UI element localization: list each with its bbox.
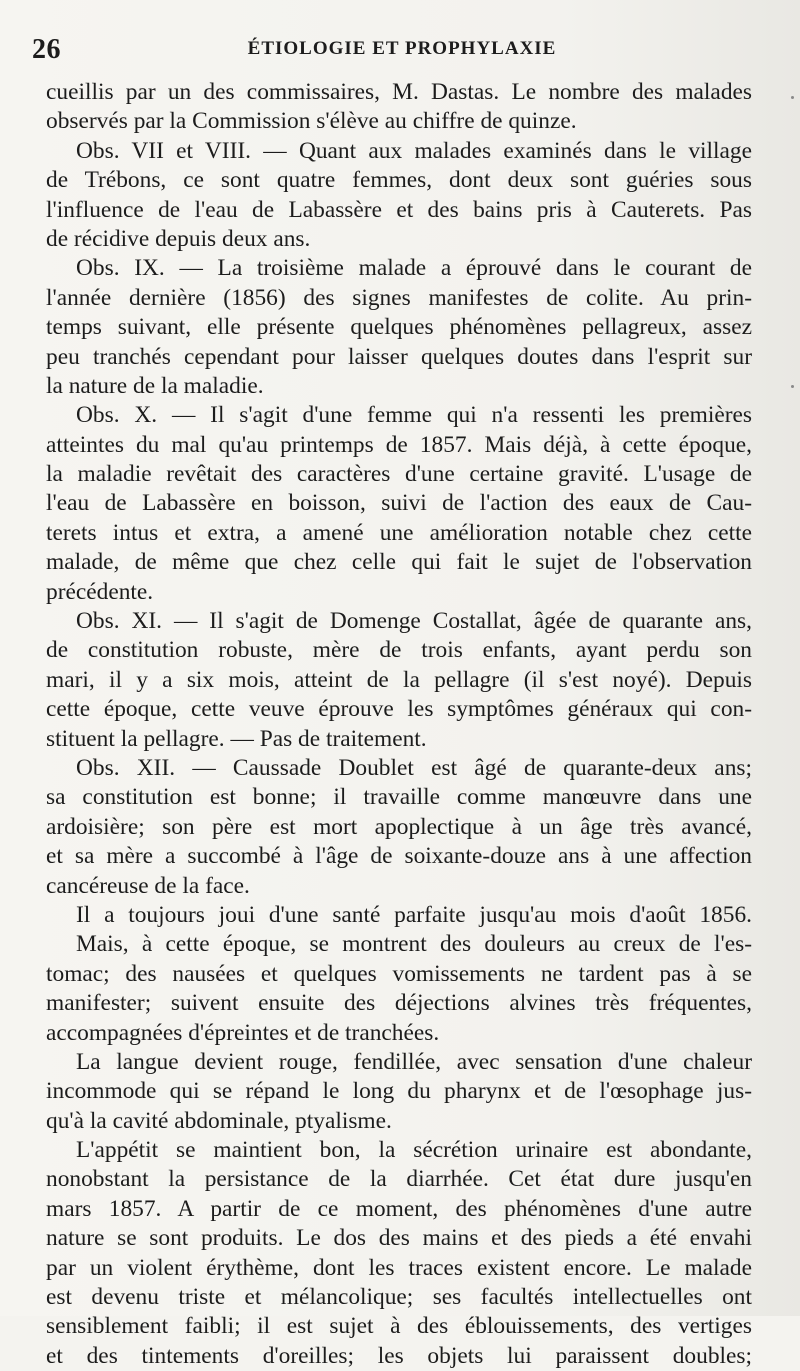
text-line: de Trébons, ce sont quatre femmes, dont deux sont guéries sous xyxy=(46,167,752,194)
page-number: 26 xyxy=(32,34,61,65)
text-line: ardoisière; son père est mort apoplectique à un âge très avancé, xyxy=(46,813,752,840)
text-line: l'eau de Labassère en boisson, suivi de l'action des eaux de Cau- xyxy=(46,490,752,517)
text-line: Il a toujours joui d'une santé parfaite jusqu'au mois d'août 1856. xyxy=(76,901,752,928)
text-line: peu tranchés cependant pour laisser quelques doutes dans l'esprit sur xyxy=(46,343,752,370)
text-line: Obs. IX. — La troisième malade a éprouvé dans le courant de xyxy=(76,255,752,282)
text-line: Obs. XII. — Caussade Doublet est âgé de quarante-deux ans; xyxy=(76,754,752,781)
text-line: mars 1857. A partir de ce moment, des phénomènes d'une autre xyxy=(46,1195,752,1222)
text-line: l'année dernière (1856) des signes manifestes de colite. Au prin- xyxy=(46,284,752,311)
text-line: L'appétit se maintient bon, la sécrétion urinaire est abondante, xyxy=(76,1137,752,1164)
text-line: cueillis par un des commissaires, M. Dastas. Le nombre des malades xyxy=(46,79,752,105)
text-line: temps suivant, elle présente quelques phénomènes pellagreux, assez xyxy=(46,314,752,341)
running-title: ÉTIOLOGIE ET PROPHYLAXIE xyxy=(247,38,557,59)
text-line: est devenu triste et mélancolique; ses facultés intellectuelles ont xyxy=(46,1284,752,1311)
text-line: atteintes du mal qu'au printemps de 1857. Mais déjà, à cette époque, xyxy=(46,431,752,458)
body-text xyxy=(46,78,752,1371)
text-line: cancéreuse de la face. xyxy=(46,872,250,899)
text-line: sa constitution est bonne; il travaille comme manœuvre dans une xyxy=(46,784,752,811)
text-line: terets intus et extra, a amené une amélioration notable chez cette xyxy=(46,519,752,546)
text-line: Obs. VII et VIII. — Quant aux malades examinés dans le village xyxy=(76,137,752,164)
text-line: malade, de même que chez celle qui fait le sujet de l'observation xyxy=(46,549,752,576)
text-line: qu'à la cavité abdominale, ptyalisme. xyxy=(46,1107,392,1134)
text-line: mari, il y a six mois, atteint de la pellagre (il s'est noyé). Depuis xyxy=(46,666,752,693)
text-line: nature se sont produits. Le dos des mains et des pieds a été envahi xyxy=(46,1225,752,1252)
print-speck xyxy=(791,385,794,388)
text-line: et des tintements d'oreilles; les objets lui paraissent doubles; xyxy=(46,1342,752,1369)
text-line: Obs. X. — Il s'agit d'une femme qui n'a ressenti les premières xyxy=(76,402,752,429)
text-line: La langue devient rouge, fendillée, avec sensation d'une chaleur xyxy=(76,1048,752,1075)
text-line: incommode qui se répand le long du pharynx et de l'œsophage jus- xyxy=(46,1078,752,1105)
text-line: nonobstant la persistance de la diarrhée. Cet état dure jusqu'en xyxy=(46,1166,752,1193)
text-line: de récidive depuis deux ans. xyxy=(46,225,311,252)
text-line: manifester; suivent ensuite des déjections alvines très fréquentes, xyxy=(46,990,752,1017)
text-line: de constitution robuste, mère de trois enfants, ayant perdu son xyxy=(46,637,752,664)
text-line: cette époque, cette veuve éprouve les symptômes généraux qui con- xyxy=(46,696,752,723)
text-line: accompagnées d'épreintes et de tranchées. xyxy=(46,1019,440,1046)
text-line: Mais, à cette époque, se montrent des douleurs au creux de l'es- xyxy=(76,931,752,958)
text-line: tomac; des nausées et quelques vomissements ne tardent pas à se xyxy=(46,960,752,987)
text-line: par un violent érythème, dont les traces existent encore. Le malade xyxy=(46,1254,752,1281)
text-line: l'influence de l'eau de Labassère et des bains pris à Cauterets. Pas xyxy=(46,196,752,223)
print-speck xyxy=(791,96,794,99)
text-line: stituent la pellagre. — Pas de traitement. xyxy=(46,725,427,752)
text-line: observés par la Commission s'élève au chiffre de quinze. xyxy=(46,108,577,135)
page-header xyxy=(32,34,772,64)
text-line: précédente. xyxy=(46,578,154,605)
text-line: Obs. XI. — Il s'agit de Domenge Costallat, âgée de quarante ans, xyxy=(76,608,752,635)
text-line: et sa mère a succombé à l'âge de soixante-douze ans à une affection xyxy=(46,843,752,870)
text-line: la nature de la maladie. xyxy=(46,372,264,399)
text-line: la maladie revêtait des caractères d'une certaine gravité. L'usage de xyxy=(46,461,752,488)
text-line: sensiblement faibli; il est sujet à des éblouissements, des vertiges xyxy=(46,1313,752,1340)
